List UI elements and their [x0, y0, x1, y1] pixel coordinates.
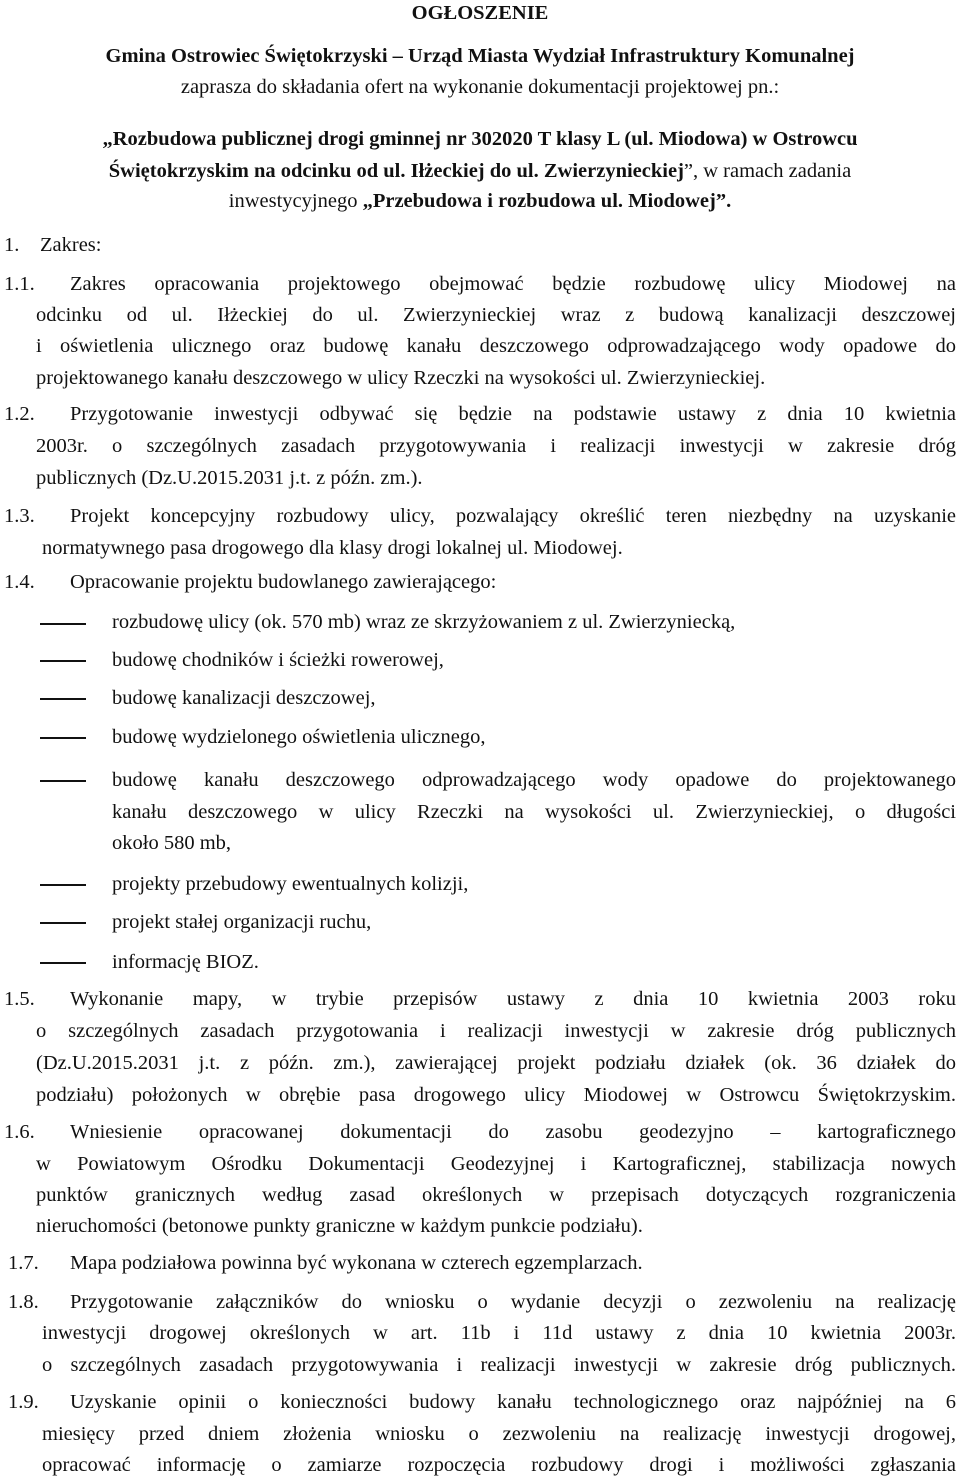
project-title-line-1: „Rozbudowa publicznej drogi gminnej nr 302020 T klasy L (ul. Miodowa) w Ostrowcu — [102, 128, 858, 150]
item-number: 1.1. — [4, 273, 35, 295]
item-1-9-line-2: miesięcy przed dniem złożenia wniosku o zezwoleniu na realizację inwestycji drogowej, — [42, 1423, 956, 1445]
item-1-3-line-1: Projekt koncepcyjny rozbudowy ulicy, pozwalający określić teren niezbędny na uzyskanie — [70, 505, 956, 527]
dash-bullet — [40, 660, 86, 662]
dash-bullet — [40, 884, 86, 886]
item-1-1-line-4: projektowanego kanału deszczowego w ulicy Rzeczki na wysokości ul. Zwierzynieckiej. — [36, 367, 766, 389]
item-1-6-line-3: punktów granicznych według zasad określonych w przepisach dotyczących rozgraniczenia — [36, 1184, 956, 1206]
list-item: informację BIOZ. — [112, 951, 259, 973]
dash-bullet — [40, 623, 86, 625]
item-1-6-line-1: Wniesienie opracowanej dokumentacji do zasobu geodezyjno – kartograficznego — [70, 1121, 956, 1143]
project-title-line-2 — [0, 158, 960, 184]
invitation-line: zaprasza do składania ofert na wykonanie dokumentacji projektowej pn.: — [180, 76, 780, 98]
list-item: projekty przebudowy ewentualnych kolizji, — [112, 873, 469, 895]
item-number: 1.7. — [8, 1252, 39, 1274]
item-1-9-line-1: Uzyskanie opinii o konieczności budowy kanału technologicznego oraz najpóźniej na 6 — [70, 1391, 956, 1413]
item-1-4-line-1: Opracowanie projektu budowlanego zawierającego: — [70, 571, 497, 593]
dash-bullet — [40, 922, 86, 924]
project-title-line-3-bold: „Przebudowa i rozbudowa ul. Miodowej”. — [362, 190, 732, 212]
item-1-8-line-1: Przygotowanie załączników do wniosku o wydanie decyzji o zezwoleniu na realizację — [70, 1291, 956, 1313]
item-1-5-line-4: podziału) położonych w obrębie pasa drogowego ulicy Miodowej w Ostrowcu Świętokrzyskim. — [36, 1084, 956, 1106]
list-item: budowę wydzielonego oświetlenia ulicznego, — [112, 726, 486, 748]
section-number: 1. — [4, 234, 20, 256]
item-1-7-line-1: Mapa podziałowa powinna być wykonana w czterech egzemplarzach. — [70, 1252, 643, 1274]
item-number: 1.3. — [4, 505, 35, 527]
list-item: projekt stałej organizacji ruchu, — [112, 911, 372, 933]
list-item-continuation: kanału deszczowego w ulicy Rzeczki na wysokości ul. Zwierzynieckiej, o długości — [112, 801, 956, 823]
item-number: 1.6. — [4, 1121, 35, 1143]
item-number: 1.4. — [4, 571, 35, 593]
item-1-6-line-4: nieruchomości (betonowe punkty graniczne w każdym punkcie podziału). — [36, 1215, 643, 1237]
project-title-line-3-prefix: inwestycyjnego — [228, 190, 363, 212]
item-1-1-line-2: odcinku od ul. Iłżeckiej do ul. Zwierzynieckiej wraz z budową kanalizacji deszczowej — [36, 304, 956, 326]
item-1-2-line-1: Przygotowanie inwestycji odbywać się będzie na podstawie ustawy z dnia 10 kwietnia — [70, 403, 956, 425]
item-1-9-line-3: opracować informację o zamiarze rozpoczęcia rozbudowy drogi i możliwości zgłaszania — [42, 1454, 956, 1476]
list-item-continuation: około 580 mb, — [112, 832, 232, 854]
item-number: 1.2. — [4, 403, 35, 425]
dash-bullet — [40, 780, 86, 782]
item-1-2-line-2: 2003r. o szczególnych zasadach przygotowywania i realizacji inwestycji w zakresie dróg — [36, 435, 956, 457]
dash-bullet — [40, 962, 86, 964]
list-item: rozbudowę ulicy (ok. 570 mb) wraz ze skrzyżowaniem z ul. Zwierzyniecką, — [112, 611, 736, 633]
item-1-6-line-2: w Powiatowym Ośrodku Dokumentacji Geodezyjnej i Kartograficznej, stabilizacja nowych — [36, 1153, 956, 1175]
organization-line: Gmina Ostrowiec Świętokrzyski – Urząd Miasta Wydział Infrastruktury Komunalnej — [105, 45, 855, 67]
item-1-8-line-3: o szczególnych zasadach przygotowywania i realizacji inwestycji w zakresie dróg publicznych. — [42, 1354, 956, 1376]
item-1-5-line-3: (Dz.U.2015.2031 j.t. z późn. zm.), zawierającej projekt podziału działek (ok. 36 działek do — [36, 1052, 956, 1074]
item-1-1-line-1: Zakres opracowania projektowego obejmować będzie rozbudowę ulicy Miodowej na — [70, 273, 956, 295]
item-1-8-line-2: inwestycji drogowej określonych w art. 11b i 11d ustawy z dnia 10 kwietnia 2003r. — [42, 1322, 956, 1344]
list-item: budowę kanalizacji deszczowej, — [112, 687, 376, 709]
project-title-line-2-bold: Świętokrzyskim na odcinku od ul. Iłżeckiej do ul. Zwierzynieckiej — [108, 160, 684, 182]
item-number: 1.9. — [8, 1391, 39, 1413]
item-1-5-line-2: o szczególnych zasadach przygotowania i realizacji inwestycji w zakresie dróg publicznych — [36, 1020, 956, 1042]
list-item: budowę chodników i ścieżki rowerowej, — [112, 649, 444, 671]
project-title-line-2-rest: ”, w ramach zadania — [683, 160, 852, 182]
item-1-3-line-2: normatywnego pasa drogowego dla klasy drogi lokalnej ul. Miodowej. — [42, 537, 623, 559]
dash-bullet — [40, 737, 86, 739]
dash-bullet — [40, 698, 86, 700]
item-1-1-line-3: i oświetlenia ulicznego oraz budowę kanału deszczowego odprowadzającego wody opadowe do — [36, 335, 956, 357]
list-item: budowę kanału deszczowego odprowadzającego wody opadowe do projektowanego — [112, 769, 956, 791]
item-number: 1.8. — [8, 1291, 39, 1313]
item-number: 1.5. — [4, 988, 35, 1010]
item-1-2-line-3: publicznych (Dz.U.2015.2031 j.t. z późn. zm.). — [36, 467, 423, 489]
document-title: OGŁOSZENIE — [411, 2, 549, 24]
item-1-5-line-1: Wykonanie mapy, w trybie przepisów ustawy z dnia 10 kwietnia 2003 roku — [70, 988, 956, 1010]
project-title-line-3 — [0, 188, 960, 214]
section-title: Zakres: — [40, 234, 102, 256]
